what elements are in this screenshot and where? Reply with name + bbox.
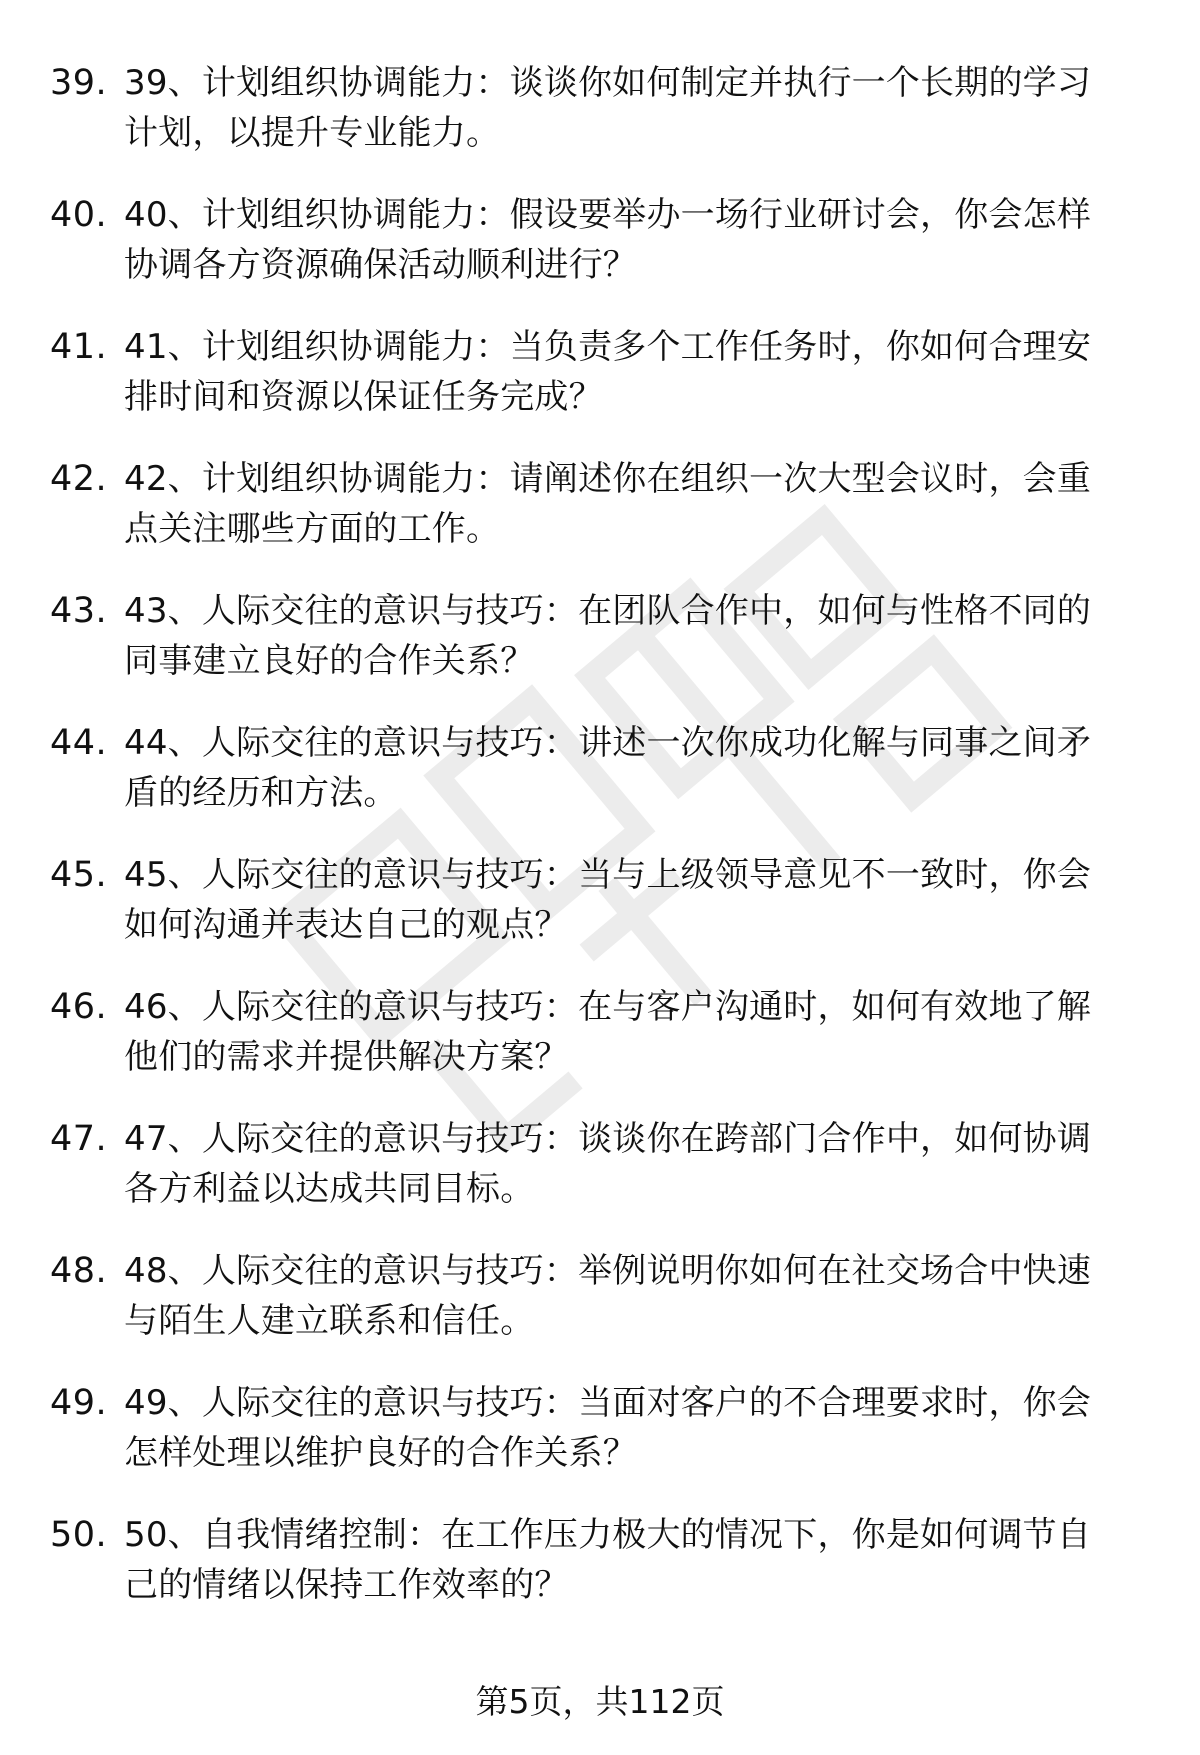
item-number: 39. — [50, 63, 108, 103]
item-text: 48、人际交往的意识与技巧：举例说明你如何在社交场合中快速与陌生人建立联系和信任。 — [124, 1251, 1092, 1341]
list-item — [50, 1378, 1150, 1510]
item-number: 50. — [50, 1515, 108, 1555]
page-footer — [0, 1680, 1200, 1724]
item-text: 47、人际交往的意识与技巧：谈谈你在跨部门合作中，如何协调各方利益以达成共同目标。 — [124, 1119, 1092, 1209]
list-item — [50, 982, 1150, 1114]
item-text: 46、人际交往的意识与技巧：在与客户沟通时，如何有效地了解他们的需求并提供解决方案？ — [124, 987, 1092, 1077]
item-text: 50、自我情绪控制：在工作压力极大的情况下，你是如何调节自己的情绪以保持工作效率的？ — [124, 1515, 1092, 1605]
item-text: 39、计划组织协调能力：谈谈你如何制定并执行一个长期的学习计划，以提升专业能力。 — [124, 63, 1092, 153]
list-item — [50, 454, 1150, 586]
item-number: 44. — [50, 723, 108, 763]
item-number: 42. — [50, 459, 108, 499]
page-number-label: 第5页，共112页 — [475, 1682, 725, 1721]
list-item — [50, 1510, 1150, 1642]
item-number: 43. — [50, 591, 108, 631]
list-item — [50, 190, 1150, 322]
item-number: 46. — [50, 987, 108, 1027]
item-number: 41. — [50, 327, 108, 367]
item-text: 42、计划组织协调能力：请阐述你在组织一次大型会议时，会重点关注哪些方面的工作。 — [124, 459, 1092, 549]
item-number: 45. — [50, 855, 108, 895]
item-text: 41、计划组织协调能力：当负责多个工作任务时，你如何合理安排时间和资源以保证任务完成？ — [124, 327, 1092, 417]
list-item — [50, 718, 1150, 850]
list-item — [50, 322, 1150, 454]
item-number: 47. — [50, 1119, 108, 1159]
list-item — [50, 1114, 1150, 1246]
item-text: 49、人际交往的意识与技巧：当面对客户的不合理要求时，你会怎样处理以维护良好的合作关系？ — [124, 1383, 1092, 1473]
item-text: 44、人际交往的意识与技巧：讲述一次你成功化解与同事之间矛盾的经历和方法。 — [124, 723, 1092, 813]
item-text: 43、人际交往的意识与技巧：在团队合作中，如何与性格不同的同事建立良好的合作关系？ — [124, 591, 1092, 681]
list-item — [50, 1246, 1150, 1378]
question-list — [50, 58, 1150, 1642]
list-item — [50, 850, 1150, 982]
item-number: 48. — [50, 1251, 108, 1291]
item-text: 40、计划组织协调能力：假设要举办一场行业研讨会，你会怎样协调各方资源确保活动顺利进行？ — [124, 195, 1092, 285]
item-number: 40. — [50, 195, 108, 235]
list-item — [50, 58, 1150, 190]
list-item — [50, 586, 1150, 718]
item-number: 49. — [50, 1383, 108, 1423]
item-text: 45、人际交往的意识与技巧：当与上级领导意见不一致时，你会如何沟通并表达自己的观点？ — [124, 855, 1092, 945]
